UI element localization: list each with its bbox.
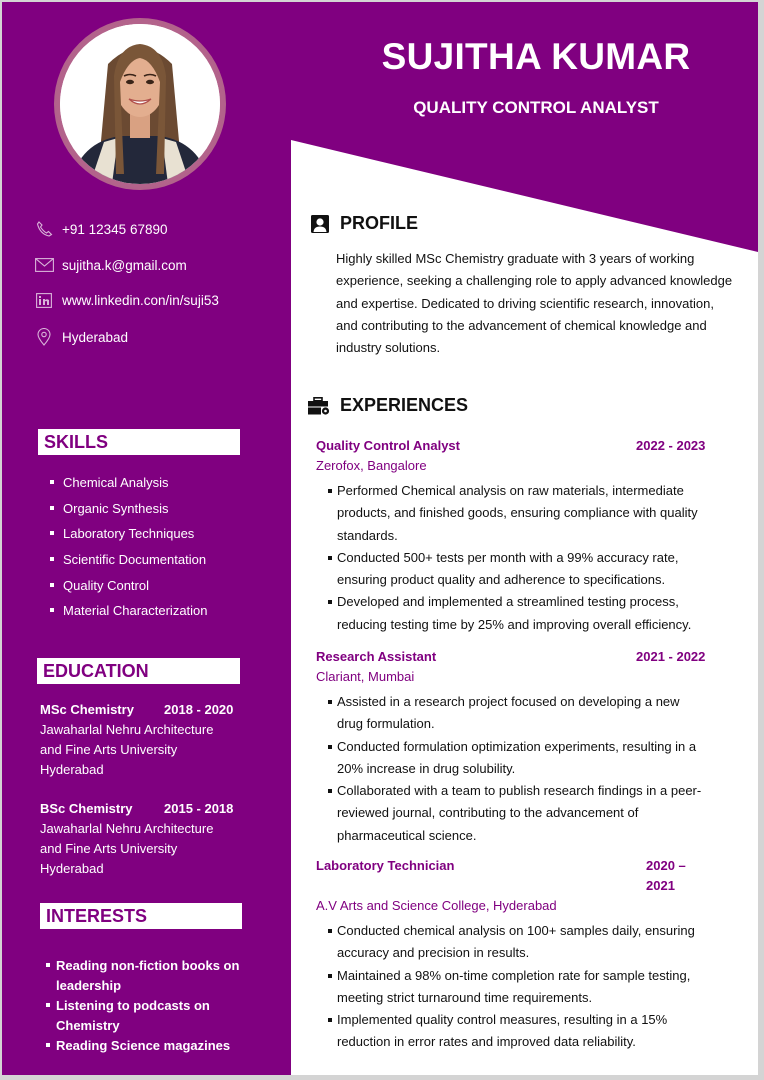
job-bullets [328, 691, 716, 847]
profile-heading [311, 213, 418, 234]
linkedin-icon [34, 292, 54, 308]
contact-linkedin [34, 292, 219, 308]
skills-list [50, 474, 208, 628]
job-title: Quality Control Analyst [316, 438, 460, 453]
skill-item: Material Characterization [50, 602, 208, 628]
job-company: Zerofox, Bangalore [316, 458, 427, 473]
interest-item: Listening to podcasts on Chemistry [46, 996, 246, 1036]
job-bullet: Conducted 500+ tests per month with a 99% accuracy rate, ensuring product quality and adherence to specifications. [328, 547, 708, 592]
job-company: Clariant, Mumbai [316, 669, 415, 684]
briefcase-gear-icon [308, 396, 331, 416]
experience-entry [316, 647, 716, 847]
job-dates: 2020 – 2021 [646, 858, 686, 893]
skill-item: Scientific Documentation [50, 551, 208, 577]
job-bullets [328, 480, 716, 636]
job-bullets [328, 920, 716, 1054]
degree-dates: 2015 - 2018 [164, 801, 234, 816]
education-entry [40, 799, 250, 879]
interests-list [46, 956, 246, 1056]
interest-item: Reading non-fiction books on leadership [46, 956, 246, 996]
skills-heading: SKILLS [38, 429, 240, 455]
location-city: Hyderabad [62, 329, 129, 345]
job-bullet: Performed Chemical analysis on raw materials, intermediate products, and finished goods, ensuring compliance with quality standards. [328, 480, 708, 547]
resume-page [2, 2, 758, 1075]
degree-dates: 2018 - 2020 [164, 702, 234, 717]
job-title: Research Assistant [316, 649, 437, 664]
person-icon [311, 214, 331, 234]
job-bullet: Collaborated with a team to publish research findings in a peer-reviewed journal, contributing to the advancement of pharmaceutical science. [328, 780, 708, 847]
institution-line: and Fine Arts University [40, 742, 178, 757]
job-dates: 2021 - 2022 [636, 649, 706, 664]
mail-icon [34, 257, 54, 273]
institution-city: Hyderabad [40, 762, 104, 777]
job-company: A.V Arts and Science College, Hyderabad [316, 898, 557, 913]
institution-line: and Fine Arts University [40, 841, 178, 856]
portrait-illustration [60, 24, 220, 184]
skill-item: Organic Synthesis [50, 500, 208, 526]
skill-item: Chemical Analysis [50, 474, 208, 500]
sidebar [2, 2, 291, 1075]
institution-city: Hyderabad [40, 861, 104, 876]
experiences-title: EXPERIENCES [340, 395, 469, 415]
phone-icon [34, 221, 54, 237]
phone-number: +91 12345 67890 [62, 221, 168, 237]
interests-heading: INTERESTS [40, 903, 242, 929]
institution-line: Jawaharlal Nehru Architecture [40, 722, 214, 737]
job-bullet: Implemented quality control measures, resulting in a 15% reduction in error rates and improved data reliability. [328, 1009, 708, 1054]
experiences-heading [308, 395, 468, 416]
contact-email [34, 257, 187, 273]
contact-location [34, 329, 128, 345]
job-bullet: Developed and implemented a streamlined testing process, reducing testing time by 25% and improving overall efficiency. [328, 591, 708, 636]
degree-name: BSc Chemistry [40, 801, 133, 816]
experience-entry [316, 856, 716, 1054]
profile-photo [60, 24, 220, 184]
job-bullet: Conducted chemical analysis on 100+ samples daily, ensuring accuracy and precision in results. [328, 920, 708, 965]
education-entry [40, 700, 250, 780]
candidate-role: QUALITY CONTROL ANALYST [413, 98, 659, 117]
profile-summary: Highly skilled MSc Chemistry graduate with 3 years of working experience, seeking a challenging role to apply advanced knowledge and expertise. Dedicated to driving scientific research, innovation, and contributing to the advancement of chemical knowledge and industry solutions. [336, 251, 733, 356]
institution-line: Jawaharlal Nehru Architecture [40, 821, 214, 836]
degree-name: MSc Chemistry [40, 702, 134, 717]
job-bullet: Maintained a 98% on-time completion rate for sample testing, meeting strict turnaround time requirements. [328, 965, 708, 1010]
interest-item: Reading Science magazines [46, 1036, 246, 1056]
job-title: Laboratory Technician [316, 858, 455, 873]
email-address[interactable]: sujitha.k@gmail.com [62, 257, 187, 273]
education-heading: EDUCATION [37, 658, 240, 684]
job-dates: 2022 - 2023 [636, 438, 706, 453]
experience-entry [316, 436, 716, 636]
candidate-name: SUJITHA KUMAR [381, 36, 691, 77]
job-bullet: Conducted formulation optimization experiments, resulting in a 20% increase in drug solubility. [328, 736, 708, 781]
linkedin-url[interactable]: www.linkedin.con/in/suji53 [62, 292, 219, 308]
skill-item: Laboratory Techniques [50, 525, 208, 551]
job-bullet: Assisted in a research project focused on developing a new drug formulation. [328, 691, 708, 736]
location-pin-icon [34, 329, 54, 345]
contact-phone [34, 221, 167, 237]
skill-item: Quality Control [50, 577, 208, 603]
profile-title: PROFILE [340, 213, 419, 233]
